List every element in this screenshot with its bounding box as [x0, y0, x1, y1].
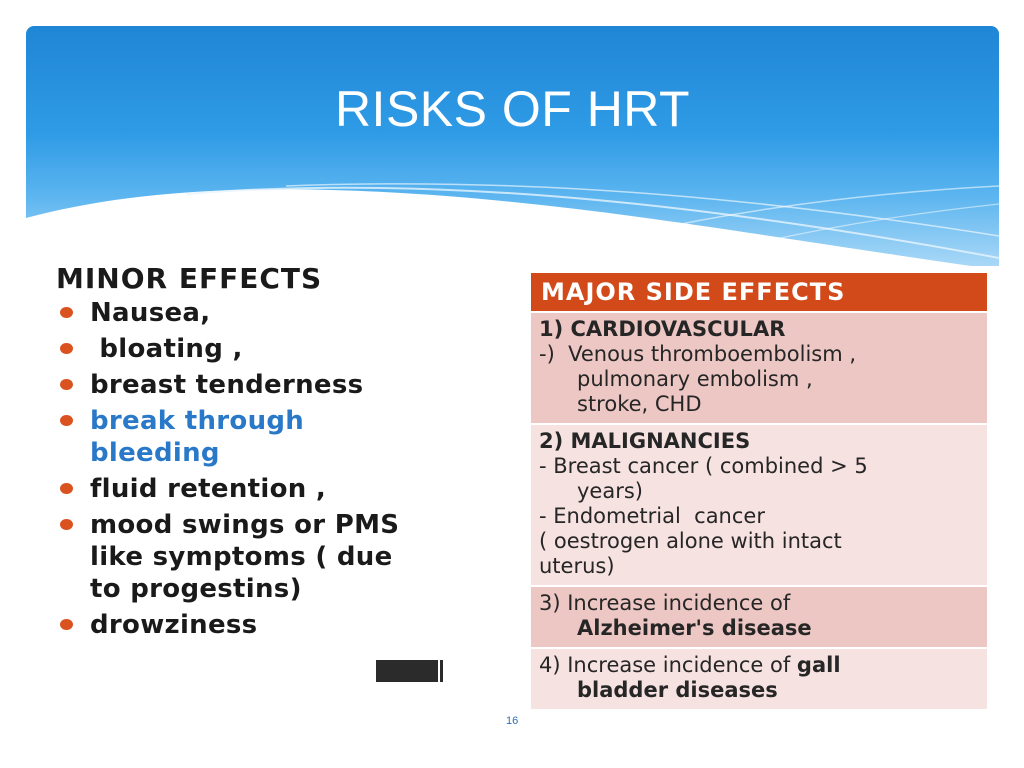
- gall-bladder-line: bladder diseases: [577, 678, 778, 702]
- bullet-icon: [60, 519, 73, 530]
- cardiovascular-title: 1) CARDIOVASCULAR: [539, 317, 786, 341]
- list-item-text: drowziness: [90, 610, 258, 640]
- title-banner: [26, 26, 999, 266]
- gall-bladder-line: [539, 653, 979, 678]
- minor-effects-heading: MINOR EFFECTS: [56, 262, 323, 295]
- wave-decoration: [26, 26, 999, 266]
- bullet-icon: [60, 619, 73, 630]
- bullet-icon: [60, 307, 73, 318]
- minor-effects-list: [56, 262, 426, 645]
- page-number: 16: [506, 715, 519, 727]
- list-item-text: Nausea,: [90, 298, 211, 328]
- list-item-text: breast tenderness: [90, 370, 364, 400]
- list-item: [56, 609, 426, 641]
- image-fragment-bar: [440, 660, 443, 682]
- malignancies-title: 2) MALIGNANCIES: [539, 429, 751, 453]
- cardiovascular-section: [531, 311, 987, 423]
- gall-bladder-bold: gall: [796, 653, 841, 677]
- list-item: [56, 333, 426, 365]
- gall-bladder-text: 4) Increase incidence of: [539, 653, 797, 677]
- image-fragment-block: [376, 660, 438, 682]
- malignancies-line: uterus): [539, 554, 615, 578]
- malignancies-section: [531, 423, 987, 585]
- cardiovascular-line: pulmonary embolism ,: [577, 367, 813, 391]
- major-effects-heading: MAJOR SIDE EFFECTS: [531, 273, 987, 311]
- alzheimers-line: Alzheimer's disease: [577, 616, 812, 640]
- malignancies-line: years): [577, 479, 643, 503]
- bullet-icon: [60, 343, 73, 354]
- cardiovascular-line: stroke, CHD: [577, 392, 702, 416]
- gall-bladder-section: [531, 647, 987, 709]
- list-item-text: bloating ,: [90, 334, 243, 364]
- alzheimers-line: 3) Increase incidence of: [539, 591, 791, 615]
- bullet-icon: [60, 415, 73, 426]
- list-item: [56, 369, 426, 401]
- bullet-icon: [60, 379, 73, 390]
- list-item-text: mood swings or PMS like symptoms ( due to progestins): [90, 510, 400, 604]
- cardiovascular-line: -) Venous thromboembolism ,: [539, 342, 857, 366]
- list-item: [56, 297, 426, 329]
- malignancies-line: ( oestrogen alone with intact: [539, 529, 842, 553]
- list-item-text: break through bleeding: [90, 406, 305, 468]
- list-item: [56, 405, 426, 469]
- slide-title: RISKS OF HRT: [334, 81, 691, 137]
- alzheimers-section: [531, 585, 987, 647]
- list-item: [56, 509, 426, 605]
- malignancies-line: - Endometrial cancer: [539, 504, 765, 528]
- list-item-text: fluid retention ,: [90, 474, 327, 504]
- malignancies-line: - Breast cancer ( combined > 5: [539, 454, 868, 478]
- image-fragment: [376, 660, 442, 682]
- bullet-icon: [60, 483, 73, 494]
- list-item: [56, 473, 426, 505]
- major-side-effects-table: [531, 273, 987, 709]
